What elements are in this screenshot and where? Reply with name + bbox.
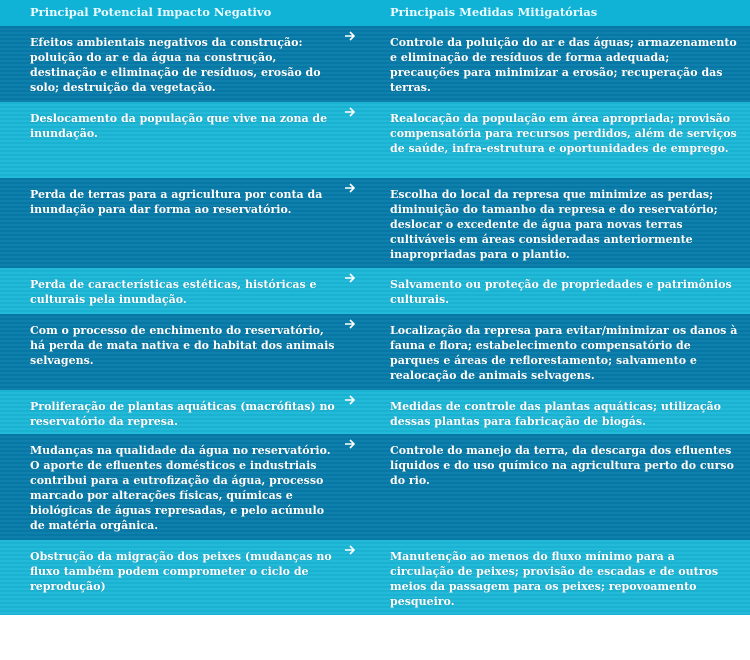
table-row — [0, 434, 750, 540]
table-row — [0, 26, 750, 102]
impact-cell: Deslocamento da população que vive na zona de inundação. — [30, 112, 328, 140]
measure-cell: Controle da poluição do ar e das águas; armazenamento e eliminação de resíduos de forma adequada; precauções para minimizar a erosão; recuperação das terras. — [390, 36, 737, 94]
impact-cell: Obstrução da migração dos peixes (mudanças no fluxo também podem comprometer o ciclo de reprodução) — [30, 550, 332, 593]
measure-cell: Escolha do local da represa que minimize as perdas; diminuição do tamanho da represa e do reservatório; deslocar o excedente de água para novas terras cultiváveis em áreas consideradas anteriormente inapropriadas para o plantio. — [390, 188, 718, 261]
table-header — [0, 0, 750, 26]
arrow-right-icon — [343, 317, 357, 331]
arrow-right-icon — [343, 105, 357, 119]
table-row — [0, 540, 750, 615]
impact-column-header: Principal Potencial Impacto Negativo — [30, 5, 272, 19]
table-row — [0, 102, 750, 178]
measures-column-header: Principais Medidas Mitigatórias — [390, 5, 598, 19]
table-row — [0, 314, 750, 390]
measure-cell: Manutenção ao menos do fluxo mínimo para a circulação de peixes; provisão de escadas e de outros meios da passagem para os peixes; repovoamento pesqueiro. — [390, 550, 719, 608]
table-row — [0, 268, 750, 314]
impact-cell: Com o processo de enchimento do reservatório, há perda de mata nativa e do habitat dos animais selvagens. — [30, 324, 335, 367]
impact-cell: Efeitos ambientais negativos da construção: poluição do ar e da água na construção, destinação e eliminação de resíduos, erosão do solo; destruição da vegetação. — [30, 36, 321, 94]
measure-cell: Realocação da população em área apropriada; provisão compensatória para recursos perdidos, além de serviços de saúde, infra-estrutura e oportunidades de emprego. — [390, 112, 737, 155]
impact-cell: Proliferação de plantas aquáticas (macrófitas) no reservatório da represa. — [30, 400, 335, 428]
table-row — [0, 390, 750, 434]
arrow-right-icon — [343, 437, 357, 451]
arrow-right-icon — [343, 29, 357, 43]
measure-cell: Salvamento ou proteção de propriedades e patrimônios culturais. — [390, 278, 732, 306]
table-row — [0, 178, 750, 268]
measure-cell: Localização da represa para evitar/minimizar os danos à fauna e flora; estabelecimento compensatório de parques e áreas de reflorestamento; salvamento e realocação de animais selvagens. — [390, 324, 738, 382]
arrow-right-icon — [343, 181, 357, 195]
arrow-right-icon — [343, 393, 357, 407]
impact-cell: Perda de terras para a agricultura por conta da inundação para dar forma ao reservatório. — [30, 188, 323, 216]
impact-cell: Mudanças na qualidade da água no reservatório. O aporte de efluentes domésticos e industriais contribui para a eutrofização da água, processo marcado por alterações físicas, químicas e biológicas de águas represadas, e pelo acúmulo de matéria orgânica. — [30, 444, 331, 532]
measure-cell: Medidas de controle das plantas aquáticas; utilização dessas plantas para fabricação de biogás. — [390, 400, 721, 428]
arrow-right-icon — [343, 271, 357, 285]
impact-cell: Perda de características estéticas, históricas e culturais pela inundação. — [30, 278, 317, 306]
arrow-right-icon — [343, 543, 357, 557]
measure-cell: Controle do manejo da terra, da descarga dos efluentes líquidos e do uso químico na agricultura perto do curso do rio. — [390, 444, 734, 487]
